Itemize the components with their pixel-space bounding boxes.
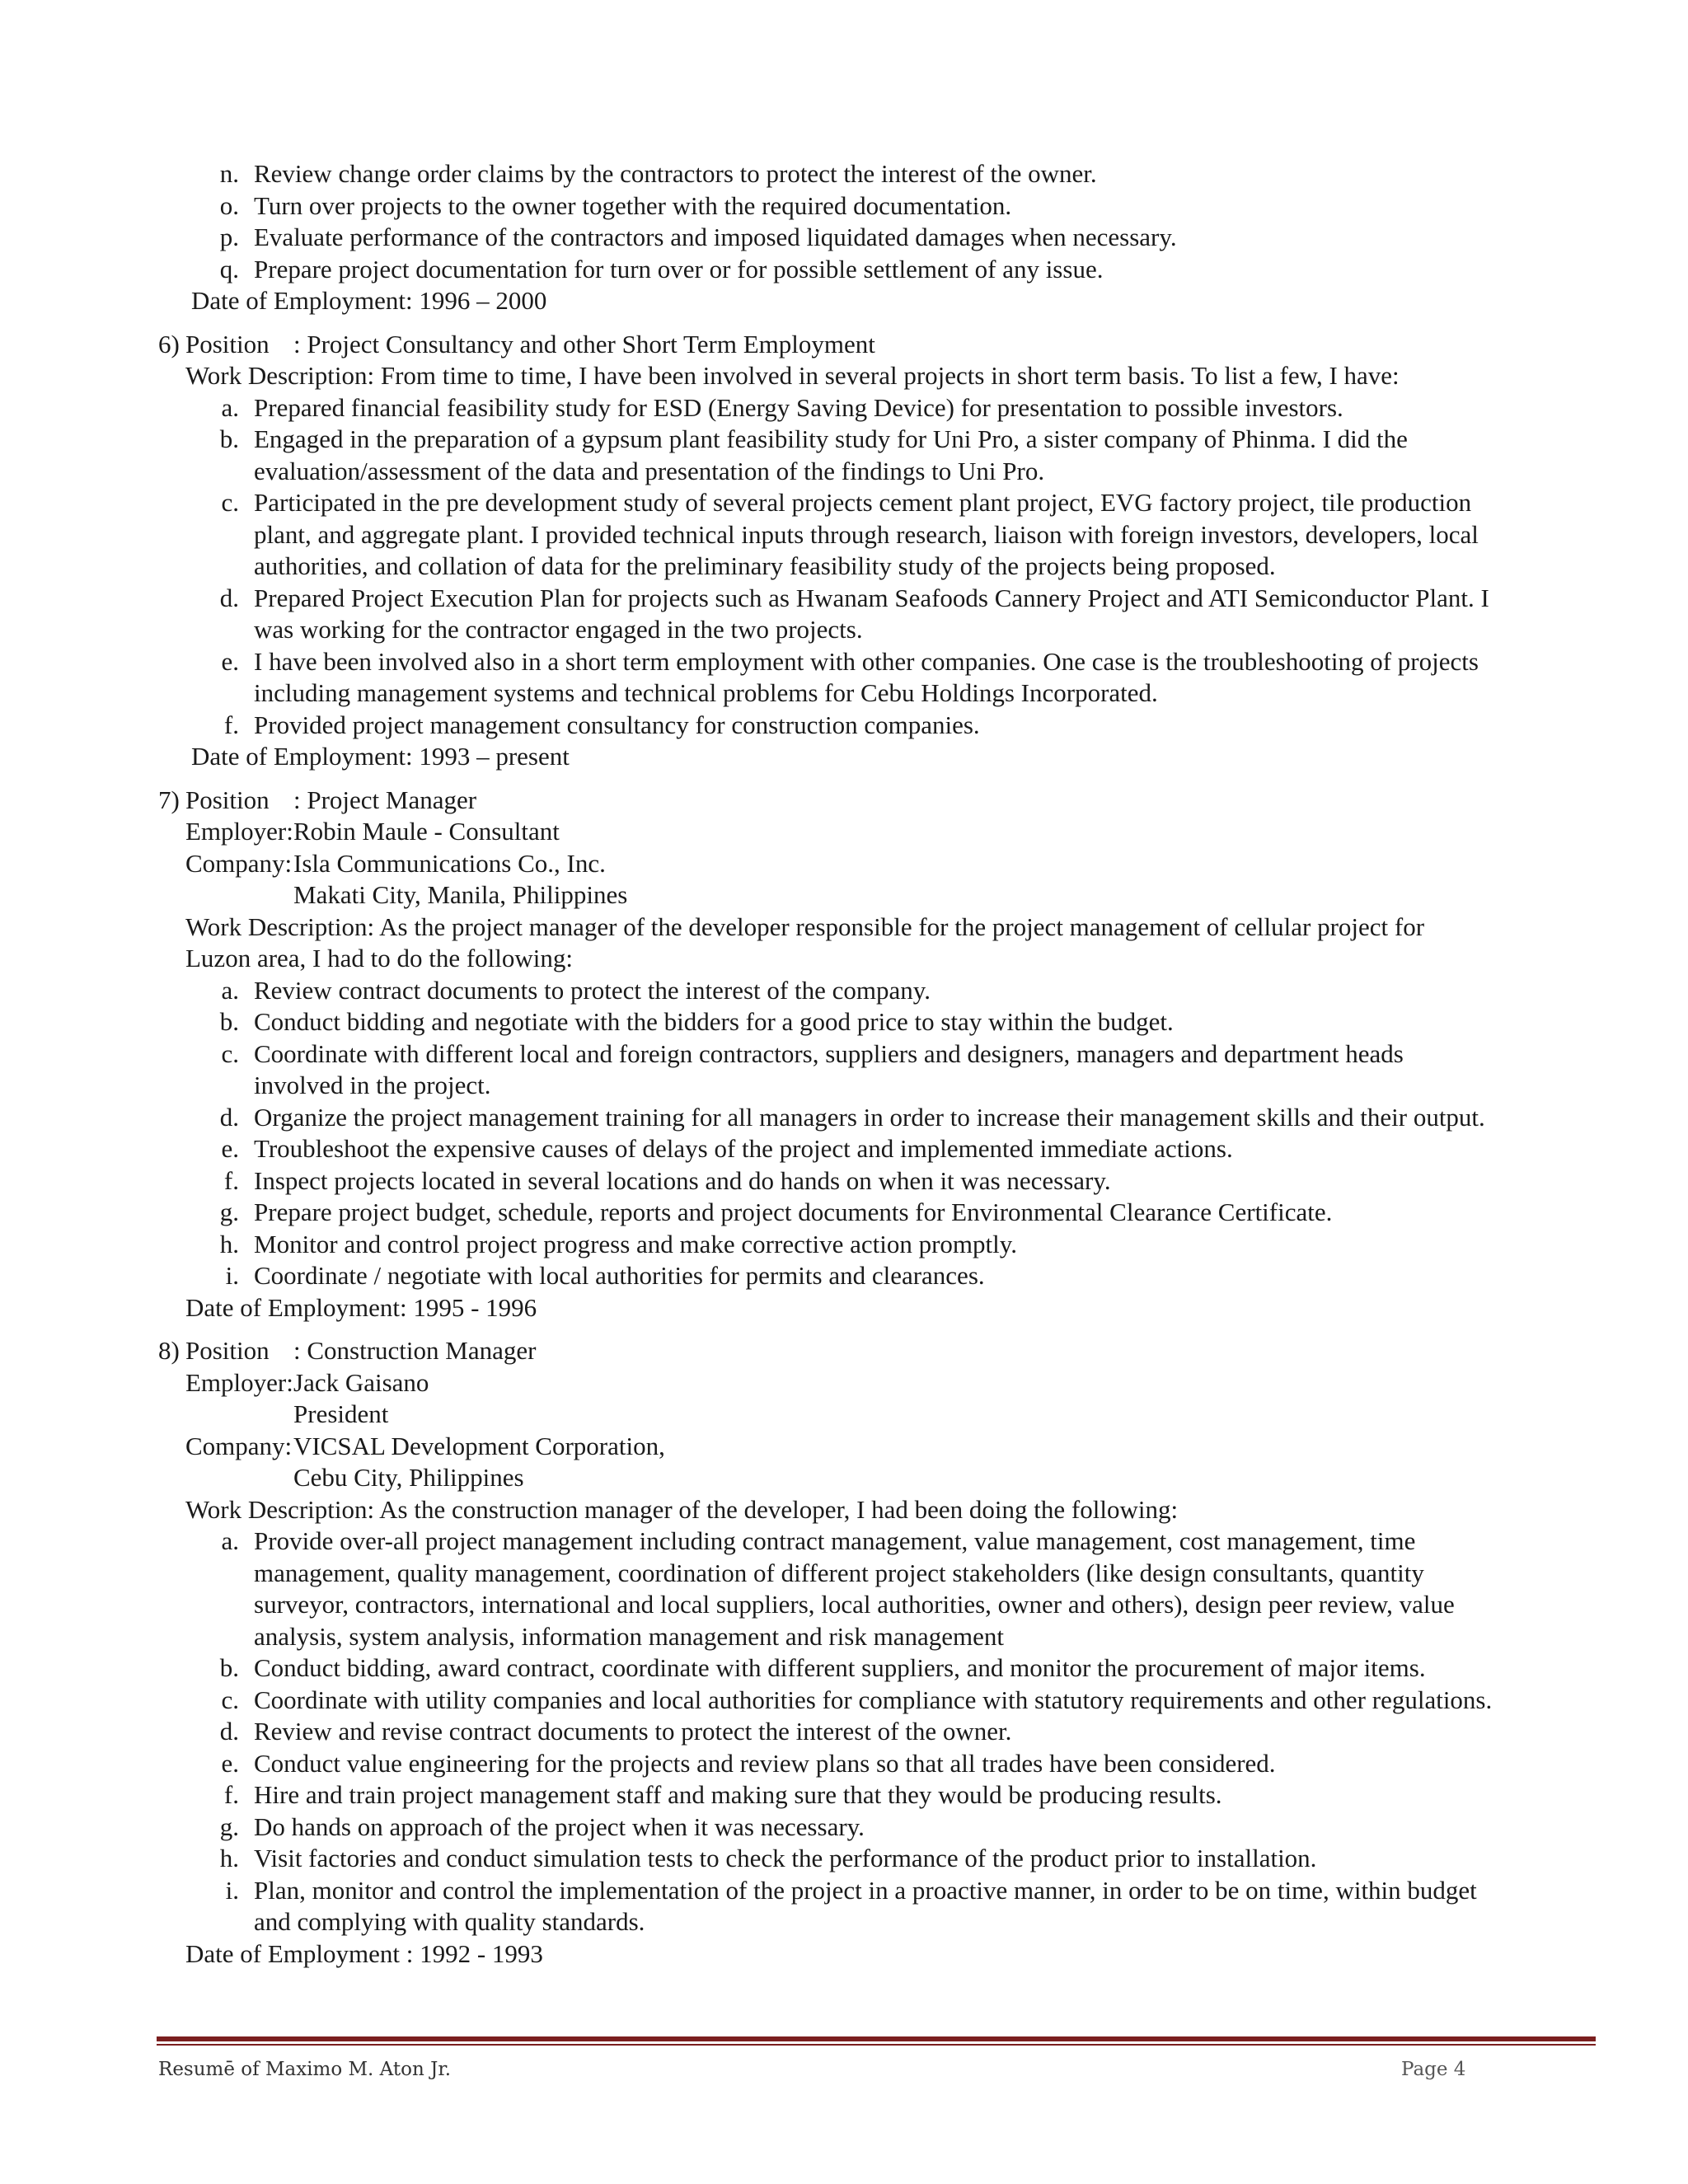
list-item-text: Provided project management consultancy for construction companies. bbox=[254, 710, 980, 739]
work-description-line: Work Description: As the project manager of the developer responsible for the project management of cellular project for bbox=[185, 912, 1425, 941]
list-item-text: including management systems and technical problems for Cebu Holdings Incorporated. bbox=[254, 678, 1158, 707]
list-item-text: Coordinate with different local and foreign contractors, suppliers and designers, managers and department heads bbox=[254, 1038, 1404, 1068]
list-marker: e. bbox=[221, 646, 239, 676]
list-item bbox=[208, 1748, 1592, 1780]
list-item bbox=[208, 710, 1592, 742]
company-location: Cebu City, Philippines bbox=[293, 1463, 524, 1492]
list-item-text: Review contract documents to protect the interest of the company. bbox=[254, 975, 931, 1005]
date-of-employment: Date of Employment: 1995 - 1996 bbox=[185, 1292, 537, 1322]
list-item-text: Plan, monitor and control the implementation of the project in a proactive manner, in order to be on time, within budget bbox=[254, 1875, 1477, 1905]
list-item-text: I have been involved also in a short term employment with other companies. One case is the troubleshooting of projects bbox=[254, 646, 1479, 676]
footer-rule bbox=[157, 2036, 1596, 2041]
list-item-text: Participated in the pre development study of several projects cement plant project, EVG factory project, tile production bbox=[254, 488, 1472, 517]
job-block-7 bbox=[158, 785, 1592, 1324]
list-item-text: Prepare project documentation for turn over or for possible settlement of any issue. bbox=[254, 254, 1104, 284]
date-of-employment: Date of Employment: 1996 – 2000 bbox=[191, 286, 547, 315]
list-marker: i. bbox=[225, 1875, 239, 1905]
list-item-text: evaluation/assessment of the data and presentation of the findings to Uni Pro. bbox=[254, 456, 1045, 485]
list-item-text: Prepare project budget, schedule, reports and project documents for Environmental Clearance Certificate. bbox=[254, 1197, 1333, 1226]
employer-label: Employer: bbox=[185, 1367, 293, 1397]
list-item bbox=[208, 1102, 1592, 1134]
list-item-text: was working for the contractor engaged in the two projects. bbox=[254, 615, 863, 644]
list-item bbox=[208, 158, 1592, 190]
date-of-employment: Date of Employment: 1993 – present bbox=[191, 742, 570, 771]
list-item-text: Organize the project management training for all managers in order to increase their management skills and their output. bbox=[254, 1102, 1485, 1132]
list-item-text: Monitor and control project progress and make corrective action promptly. bbox=[254, 1229, 1017, 1258]
list-item-text: Visit factories and conduct simulation tests to check the performance of the product prior to installation. bbox=[254, 1844, 1317, 1872]
footer-page-number: Page 4 bbox=[1401, 2059, 1466, 2080]
work-description-line: Work Description: From time to time, I have been involved in several projects in short term basis. To list a few, I have: bbox=[185, 361, 1400, 390]
footer-rule-thin bbox=[157, 2044, 1596, 2046]
list-item bbox=[208, 1133, 1592, 1165]
list-item bbox=[208, 1197, 1592, 1229]
list-marker: f. bbox=[223, 1780, 239, 1809]
list-marker: h. bbox=[219, 1844, 239, 1872]
work-description bbox=[158, 912, 1592, 975]
list-marker: b. bbox=[219, 1007, 239, 1036]
employer-title: President bbox=[293, 1399, 389, 1428]
list-marker: g. bbox=[219, 1197, 239, 1226]
list-item bbox=[208, 1006, 1592, 1038]
list-item bbox=[208, 1843, 1592, 1875]
list-item-text: involved in the project. bbox=[254, 1071, 491, 1099]
list-marker: f. bbox=[223, 1165, 239, 1195]
list-item bbox=[208, 1652, 1592, 1685]
list-item-text: Review change order claims by the contractors to protect the interest of the owner. bbox=[254, 159, 1097, 188]
company-location: Makati City, Manila, Philippines bbox=[293, 880, 628, 909]
list-marker: d. bbox=[219, 1102, 239, 1132]
list-item bbox=[208, 1875, 1592, 1938]
position-label: Position bbox=[185, 1336, 270, 1365]
list-item bbox=[208, 1526, 1592, 1652]
footer-author: Resumē of Maximo M. Aton Jr. bbox=[158, 2059, 452, 2080]
list-marker: q. bbox=[219, 254, 239, 284]
work-description bbox=[158, 360, 1592, 392]
position-label: Position bbox=[185, 785, 270, 814]
list-marker: o. bbox=[219, 190, 239, 220]
list-item bbox=[208, 975, 1592, 1007]
list-marker: a. bbox=[221, 975, 239, 1005]
work-description bbox=[158, 1494, 1592, 1526]
work-description-line: Work Description: As the construction manager of the developer, I had been doing the following: bbox=[185, 1494, 1179, 1524]
list-item-text: Provide over-all project management including contract management, value management, cost management, time bbox=[254, 1526, 1416, 1555]
job-block-8 bbox=[158, 1335, 1592, 1970]
list-marker: b. bbox=[219, 424, 239, 453]
position-value: : Project Manager bbox=[293, 785, 477, 814]
position-number: 6) bbox=[158, 329, 180, 359]
list-item-text: management, quality management, coordination of different project stakeholders (like design consultants, quantity bbox=[254, 1558, 1424, 1587]
list-item bbox=[208, 1716, 1592, 1748]
list-item-text: Conduct value engineering for the projects and review plans so that all trades have been considered. bbox=[254, 1748, 1276, 1778]
company-label: Company: bbox=[185, 848, 293, 878]
list-item-text: surveyor, contractors, international and local suppliers, local authorities, owner and others), design peer review, value bbox=[254, 1590, 1455, 1619]
list-item bbox=[208, 1038, 1592, 1102]
employer-label: Employer: bbox=[185, 817, 293, 846]
list-item-text: Do hands on approach of the project when it was necessary. bbox=[254, 1811, 865, 1841]
list-item-text: Review and revise contract documents to protect the interest of the owner. bbox=[254, 1717, 1012, 1746]
date-of-employment: Date of Employment : 1992 - 1993 bbox=[185, 1938, 543, 1968]
job-block-6 bbox=[158, 329, 1592, 773]
list-item-text: Inspect projects located in several locations and do hands on when it was necessary. bbox=[254, 1165, 1111, 1195]
list-item bbox=[208, 583, 1592, 646]
company-value: Isla Communications Co., Inc. bbox=[293, 848, 606, 878]
company-value: VICSAL Development Corporation, bbox=[293, 1431, 665, 1460]
list-marker: d. bbox=[219, 583, 239, 612]
list-item bbox=[208, 487, 1592, 583]
list-item bbox=[208, 646, 1592, 710]
list-marker: c. bbox=[221, 1685, 239, 1714]
list-marker: c. bbox=[221, 1038, 239, 1068]
list-item-text: and complying with quality standards. bbox=[254, 1907, 645, 1936]
list-item bbox=[208, 222, 1592, 254]
list-marker: c. bbox=[221, 488, 239, 517]
list-item bbox=[208, 190, 1592, 223]
list-item bbox=[208, 1685, 1592, 1717]
company-label: Company: bbox=[185, 1431, 293, 1460]
list-item bbox=[208, 1779, 1592, 1811]
list-item-text: Prepared Project Execution Plan for projects such as Hwanam Seafoods Cannery Project and ATI Semiconductor Plant. I bbox=[254, 583, 1489, 612]
list-item bbox=[208, 392, 1592, 424]
list-marker: b. bbox=[219, 1653, 239, 1682]
position-label: Position bbox=[185, 329, 270, 359]
list-item bbox=[208, 1229, 1592, 1261]
employer-value: Robin Maule - Consultant bbox=[293, 817, 560, 846]
list-marker: e. bbox=[221, 1748, 239, 1778]
list-item-text: Coordinate / negotiate with local authorities for permits and clearances. bbox=[254, 1261, 985, 1290]
position-value: : Project Consultancy and other Short Term Employment bbox=[293, 329, 875, 359]
list-marker: p. bbox=[219, 223, 239, 251]
resume-page-content bbox=[158, 158, 1592, 1970]
work-description-line: Luzon area, I had to do the following: bbox=[185, 944, 574, 972]
list-item-text: Coordinate with utility companies and local authorities for compliance with statutory requirements and other regulations. bbox=[254, 1685, 1493, 1714]
list-marker: a. bbox=[221, 1526, 239, 1555]
list-item-text: Hire and train project management staff and making sure that they would be producing results. bbox=[254, 1780, 1222, 1809]
list-marker: d. bbox=[219, 1717, 239, 1746]
list-marker: i. bbox=[225, 1261, 239, 1290]
position-number: 7) bbox=[158, 785, 180, 814]
list-item-text: plant, and aggregate plant. I provided technical inputs through research, liaison with foreign investors, developers, local bbox=[254, 519, 1479, 549]
employer-value: Jack Gaisano bbox=[293, 1367, 429, 1397]
list-marker: a. bbox=[221, 392, 239, 422]
list-marker: h. bbox=[219, 1229, 239, 1258]
list-item bbox=[208, 254, 1592, 286]
list-item bbox=[208, 424, 1592, 487]
list-item-text: authorities, and collation of data for the preliminary feasibility study of the projects being proposed. bbox=[254, 551, 1276, 580]
list-item-text: Evaluate performance of the contractors and imposed liquidated damages when necessary. bbox=[254, 223, 1177, 251]
list-marker: g. bbox=[219, 1811, 239, 1841]
list-item-text: Conduct bidding and negotiate with the bidders for a good price to stay within the budget. bbox=[254, 1007, 1174, 1036]
list-item bbox=[208, 1811, 1592, 1844]
position-value: : Construction Manager bbox=[293, 1336, 537, 1365]
job-block-5-tail bbox=[158, 158, 1592, 317]
list-marker: f. bbox=[223, 710, 239, 739]
list-item-text: Conduct bidding, award contract, coordinate with different suppliers, and monitor the procurement of major items. bbox=[254, 1653, 1426, 1682]
list-item-text: analysis, system analysis, information management and risk management bbox=[254, 1621, 1004, 1651]
list-item-text: Prepared financial feasibility study for ESD (Energy Saving Device) for presentation to possible investors. bbox=[254, 392, 1343, 422]
list-item-text: Troubleshoot the expensive causes of delays of the project and implemented immediate actions. bbox=[254, 1134, 1233, 1163]
list-marker: e. bbox=[221, 1134, 239, 1163]
list-item bbox=[208, 1165, 1592, 1197]
list-item bbox=[208, 1260, 1592, 1292]
position-number: 8) bbox=[158, 1336, 180, 1365]
list-marker: n. bbox=[219, 159, 239, 188]
list-item-text: Engaged in the preparation of a gypsum plant feasibility study for Uni Pro, a sister company of Phinma. I did the bbox=[254, 424, 1408, 453]
list-item-text: Turn over projects to the owner together with the required documentation. bbox=[254, 190, 1012, 220]
